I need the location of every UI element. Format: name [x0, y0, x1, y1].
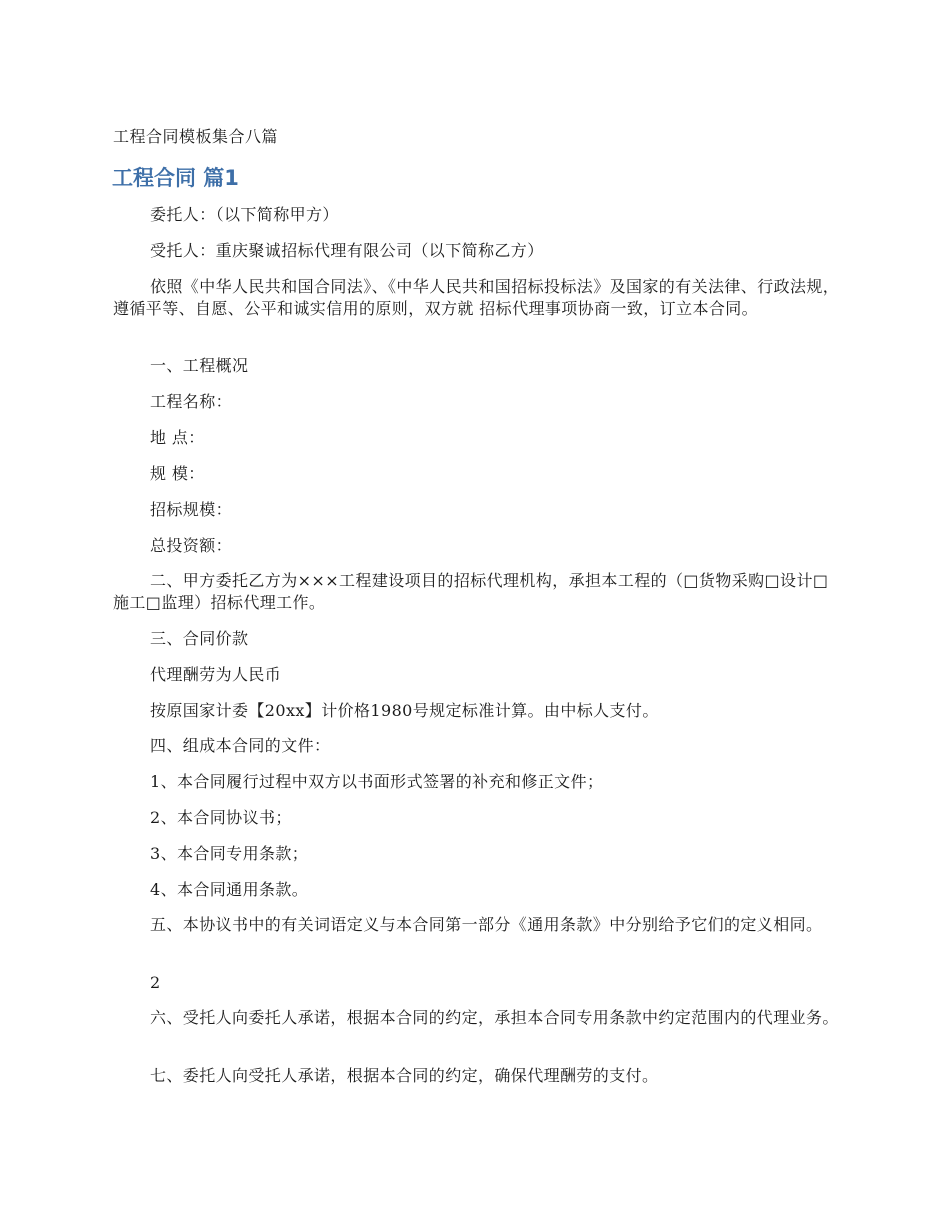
paragraph-project-name: 工程名称： — [150, 392, 233, 411]
paragraph-location: 地 点： — [150, 428, 205, 447]
paragraph-section-3: 三、合同价款 — [150, 629, 249, 648]
paragraph-principal: 委托人：（以下简称甲方） — [150, 205, 339, 224]
paragraph-number: 2 — [150, 973, 161, 992]
paragraph-section-1: 一、工程概况 — [150, 356, 249, 375]
paragraph-fee-standard: 按原国家计委【20xx】计价格1980号规定标准计算。由中标人支付。 — [150, 701, 659, 720]
paragraph-fee: 代理酬劳为人民币 — [150, 665, 282, 684]
paragraph-agent: 受托人：重庆聚诚招标代理有限公司（以下简称乙方） — [150, 241, 544, 260]
paragraph-item-1: 1、本合同履行过程中双方以书面形式签署的补充和修正文件； — [150, 772, 604, 791]
paragraph-section-6: 六、受托人向委托人承诺，根据本合同的约定，承担本合同专用条款中约定范围内的代理业务。 — [150, 1008, 839, 1027]
paragraph-tender-scale: 招标规模： — [150, 500, 233, 519]
paragraph-section-5: 五、本协议书中的有关词语定义与本合同第一部分《通用条款》中分别给予它们的定义相同。 — [150, 915, 823, 934]
paragraph-preamble: 依照《中华人民共和国合同法》、《中华人民共和国招标投标法》及国家的有关法律、行政法规，遵循平等、自愿、公平和诚实信用的原则，双方就 招标代理事项协商一致，订立本合同。 — [113, 277, 840, 318]
paragraph-section-4: 四、组成本合同的文件： — [150, 736, 331, 755]
paragraph-item-2: 2、本合同协议书； — [150, 808, 292, 827]
paragraph-item-3: 3、本合同专用条款； — [150, 844, 309, 863]
paragraph-total-investment: 总投资额： — [150, 536, 233, 555]
paragraph-section-7: 七、委托人向受托人承诺，根据本合同的约定，确保代理酬劳的支付。 — [150, 1066, 659, 1085]
paragraph-scale: 规 模： — [150, 464, 205, 483]
document-title: 工程合同模板集合八篇 — [113, 127, 279, 146]
paragraph-item-4: 4、本合同通用条款。 — [150, 880, 309, 899]
section-heading: 工程合同 篇1 — [112, 166, 239, 190]
paragraph-section-2: 二、甲方委托乙方为×××工程建设项目的招标代理机构，承担本工程的（□货物采购□设计□施工□监理）招标代理工作。 — [113, 571, 829, 612]
